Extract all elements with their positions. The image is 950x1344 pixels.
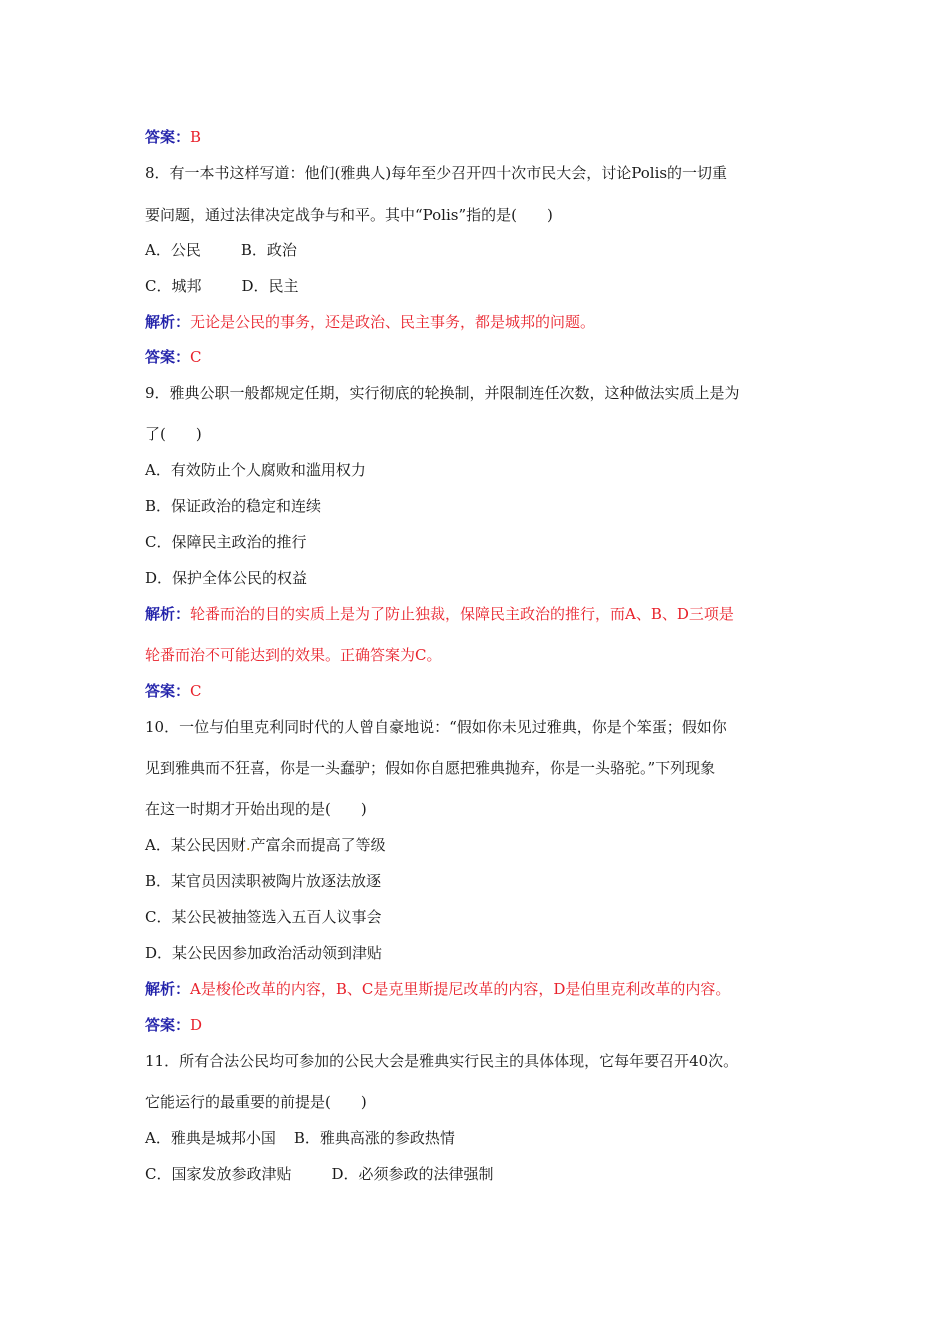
option-d: D．必须参政的法律强制	[331, 1165, 494, 1183]
answer-value: B	[190, 128, 202, 146]
analysis-label: 解析：	[145, 605, 191, 623]
analysis-line	[145, 979, 730, 999]
answer-value: C	[190, 348, 202, 366]
analysis-text: A是梭伦改革的内容，B、C是克里斯提尼改革的内容，D是伯里克利改革的内容。	[190, 980, 731, 998]
option-b: B．保证政治的稳定和连续	[145, 497, 322, 515]
answer-line	[145, 127, 201, 147]
answer-label: 答案：	[145, 1016, 191, 1034]
question-8-options-cd	[145, 276, 299, 296]
option-b: B．某官员因渎职被陶片放逐法放逐	[145, 872, 382, 890]
option-b: B．政治	[240, 241, 297, 259]
answer-line	[145, 1015, 202, 1035]
question-10-stem-line1: 10．一位与伯里克利同时代的人曾自豪地说：“假如你未见过雅典，你是个笨蛋；假如你	[145, 718, 727, 736]
question-8-stem-line2: 要问题，通过法律决定战争与和平。其中“Polis”指的是( )	[145, 206, 553, 224]
option-d: D．保护全体公民的权益	[145, 569, 308, 587]
option-a: A．有效防止个人腐败和滥用权力	[145, 461, 366, 479]
option-c: C．某公民被抽签选入五百人议事会	[145, 908, 382, 926]
analysis-text: 轮番而治的目的实质上是为了防止独裁，保障民主政治的推行，而A、B、D三项是	[190, 605, 734, 623]
answer-label: 答案：	[145, 348, 191, 366]
option-b: B．雅典高涨的参政热情	[293, 1129, 455, 1147]
option-c: C．保障民主政治的推行	[145, 533, 307, 551]
option-d: D．某公民因参加政治活动领到津贴	[145, 944, 383, 962]
answer-line	[145, 347, 202, 367]
answer-value: D	[190, 1016, 203, 1034]
analysis-text: 无论是公民的事务，还是政治、民主事务，都是城邦的问题。	[190, 313, 596, 331]
answer-value: C	[190, 682, 202, 700]
question-11-options-ab	[145, 1128, 455, 1148]
question-9-stem-line1: 9．雅典公职一般都规定任期，实行彻底的轮换制，并限制连任次数，这种做法实质上是为	[145, 384, 740, 402]
question-10-stem-line3: 在这一时期才开始出现的是( )	[145, 800, 367, 818]
answer-label: 答案：	[145, 128, 191, 146]
option-d: D．民主	[241, 277, 299, 295]
option-c: C．国家发放参政津贴	[145, 1165, 292, 1183]
question-10-stem-line2: 见到雅典而不狂喜，你是一头蠢驴；假如你自愿把雅典抛弃，你是一头骆驼。”下列现象	[145, 759, 716, 777]
analysis-label: 解析：	[145, 313, 191, 331]
analysis-text-cont: 轮番而治不可能达到的效果。正确答案为C。	[145, 646, 442, 664]
question-11-stem-line2: 它能运行的最重要的前提是( )	[145, 1093, 367, 1111]
option-a	[145, 835, 386, 855]
analysis-line	[145, 312, 595, 332]
option-c: C．城邦	[145, 277, 202, 295]
stray-mark: .	[245, 836, 251, 854]
option-a: A．雅典是城邦小国	[145, 1129, 276, 1147]
option-a-text-start: A．某公民因财	[145, 836, 246, 854]
option-a-text-end: 产富余而提高了等级	[250, 836, 386, 854]
question-8-stem-line1: 8．有一本书这样写道：他们(雅典人)每年至少召开四十次市民大会，讨论Polis的一切重	[145, 164, 728, 182]
analysis-label: 解析：	[145, 980, 191, 998]
answer-line	[145, 681, 202, 701]
question-11-options-cd	[145, 1164, 494, 1184]
question-8-options-ab	[145, 240, 297, 260]
answer-label: 答案：	[145, 682, 191, 700]
option-a: A．公民	[145, 241, 201, 259]
question-9-stem-line2: 了( )	[145, 425, 202, 443]
question-11-stem-line1: 11．所有合法公民均可参加的公民大会是雅典实行民主的具体体现，它每年要召开40次。	[145, 1052, 739, 1070]
analysis-line	[145, 604, 734, 624]
